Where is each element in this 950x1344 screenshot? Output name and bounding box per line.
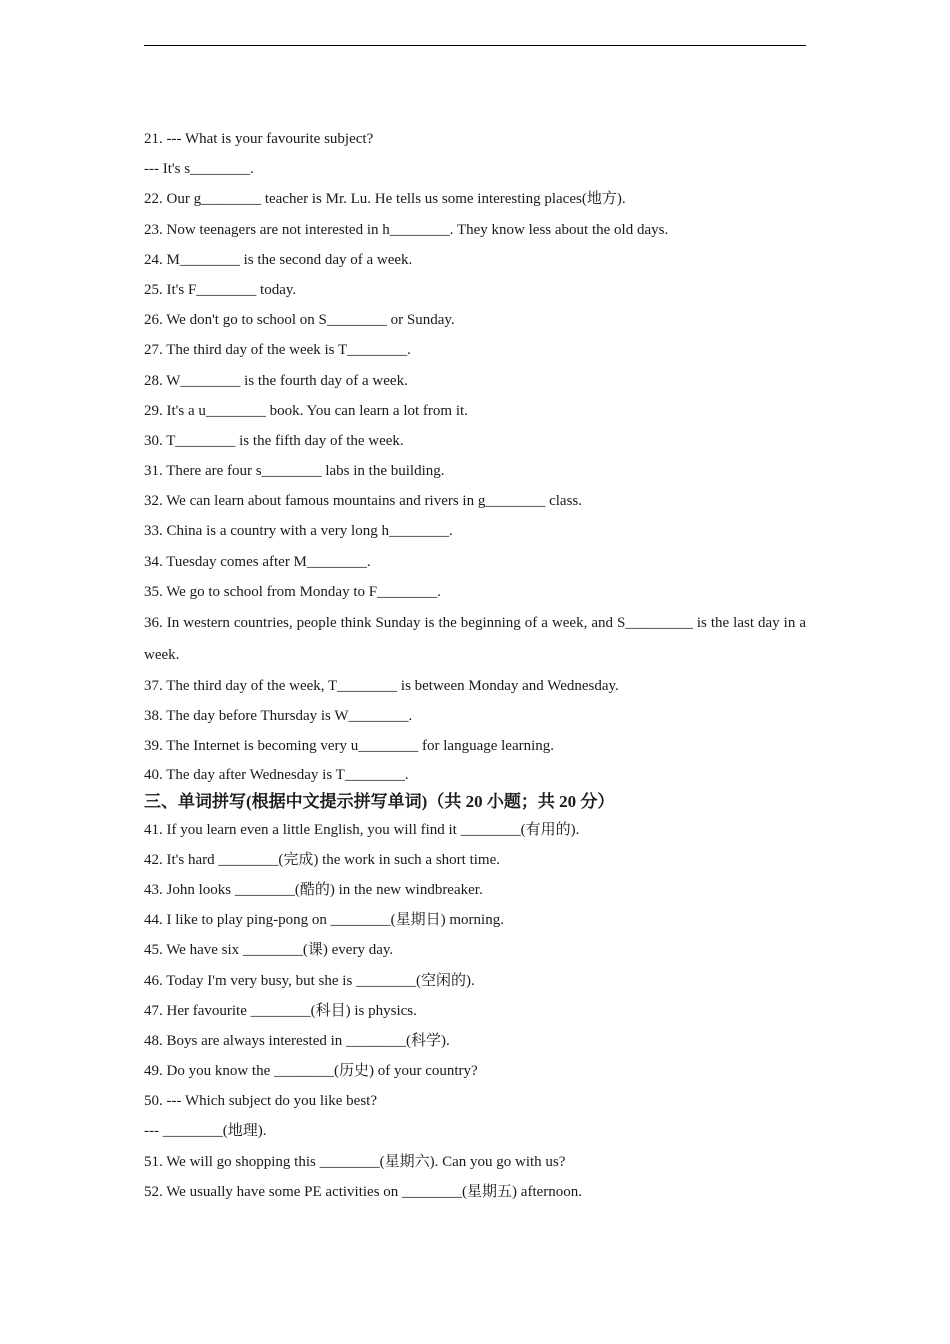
question-line: --- ________(地理).	[144, 1123, 267, 1140]
question-line: 51. We will go shopping this ________(星期六). Can you go with us?	[144, 1153, 566, 1170]
question-line: 42. It's hard ________(完成) the work in such a short time.	[144, 851, 500, 868]
question-line: 22. Our g________ teacher is Mr. Lu. He tells us some interesting places(地方).	[144, 191, 626, 208]
question-line: 41. If you learn even a little English, you will find it ________(有用的).	[144, 821, 580, 838]
question-line: 46. Today I'm very busy, but she is ________(空闲的).	[144, 972, 475, 989]
question-line: 48. Boys are always interested in ________(科学).	[144, 1032, 450, 1049]
question-line: 33. China is a country with a very long h________.	[144, 523, 453, 540]
question-line: 27. The third day of the week is T________.	[144, 342, 411, 359]
worksheet-body	[144, 124, 806, 1207]
question-line: 23. Now teenagers are not interested in h________. They know less about the old days.	[144, 221, 669, 238]
question-line: 35. We go to school from Monday to F________.	[144, 583, 441, 600]
question-line: 44. I like to play ping-pong on ________(星期日) morning.	[144, 912, 504, 929]
question-line: 37. The third day of the week, T________ is between Monday and Wednesday.	[144, 678, 619, 694]
question-line: 39. The Internet is becoming very u________ for language learning.	[144, 738, 555, 755]
question-line: 32. We can learn about famous mountains and rivers in g________ class.	[144, 493, 583, 510]
question-line: --- It's s________.	[144, 161, 254, 178]
question-line: 43. John looks ________(酷的) in the new windbreaker.	[144, 881, 483, 898]
question-line: 30. T________ is the fifth day of the week.	[144, 432, 404, 449]
header-rule	[144, 45, 806, 46]
question-line: 36. In western countries, people think Sunday is the beginning of a week, and S_________ is the last day in a week.	[144, 615, 806, 663]
question-line: 45. We have six ________(课) every day.	[144, 942, 394, 959]
question-line: 24. M________ is the second day of a week.	[144, 251, 413, 268]
question-line: 26. We don't go to school on S________ or Sunday.	[144, 312, 455, 329]
question-line: 28. W________ is the fourth day of a week.	[144, 372, 408, 389]
question-line: 47. Her favourite ________(科目) is physics.	[144, 1002, 417, 1019]
question-line: 31. There are four s________ labs in the building.	[144, 463, 445, 480]
question-line: 38. The day before Thursday is W________.	[144, 708, 413, 725]
question-line: 29. It's a u________ book. You can learn a lot from it.	[144, 402, 468, 419]
question-line: 21. --- What is your favourite subject?	[144, 131, 374, 147]
question-line: 40. The day after Wednesday is T________.	[144, 766, 409, 783]
question-line: 52. We usually have some PE activities on ________(星期五) afternoon.	[144, 1183, 583, 1200]
question-line: 34. Tuesday comes after M________.	[144, 553, 371, 570]
question-line: 50. --- Which subject do you like best?	[144, 1093, 377, 1110]
question-line: 49. Do you know the ________(历史) of your country?	[144, 1063, 478, 1080]
question-line: 25. It's F________ today.	[144, 281, 297, 298]
section-heading: 三、单词拼写(根据中文提示拼写单词)（共 20 小题；共 20 分）	[144, 791, 615, 811]
